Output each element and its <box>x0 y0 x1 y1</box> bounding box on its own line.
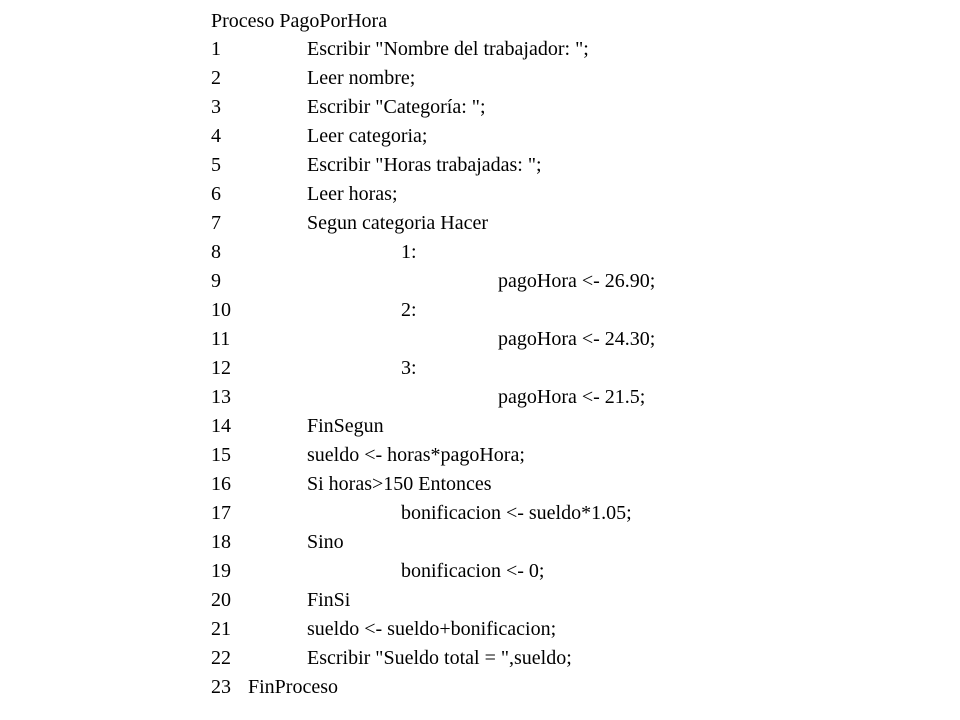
line-text: 2: <box>401 299 417 321</box>
line-text: Segun categoria Hacer <box>307 212 489 234</box>
line-text: FinProceso <box>248 676 338 698</box>
line-text: Escribir "Sueldo total = ",sueldo; <box>307 647 572 669</box>
line-number: 6 <box>211 183 221 205</box>
line-text: Escribir "Categoría: "; <box>307 96 486 118</box>
line-number: 21 <box>211 618 231 640</box>
process-header: Proceso PagoPorHora <box>211 10 388 32</box>
line-text: Escribir "Horas trabajadas: "; <box>307 154 542 176</box>
line-text: Sino <box>307 531 344 553</box>
line-text: FinSi <box>307 589 351 611</box>
line-text: Leer categoria; <box>307 125 428 147</box>
line-number: 8 <box>211 241 221 263</box>
line-text: pagoHora <- 24.30; <box>498 328 656 350</box>
line-number: 12 <box>211 357 231 379</box>
line-number: 22 <box>211 647 231 669</box>
line-number: 1 <box>211 38 221 60</box>
line-number: 3 <box>211 96 221 118</box>
line-number: 13 <box>211 386 231 408</box>
line-text: pagoHora <- 21.5; <box>498 386 646 408</box>
line-number: 9 <box>211 270 221 292</box>
line-text: bonificacion <- sueldo*1.05; <box>401 502 632 524</box>
line-text: Si horas>150 Entonces <box>307 473 492 495</box>
line-number: 20 <box>211 589 231 611</box>
line-number: 15 <box>211 444 231 466</box>
line-number: 2 <box>211 67 221 89</box>
line-number: 19 <box>211 560 231 582</box>
line-text: Leer nombre; <box>307 67 416 89</box>
line-text: FinSegun <box>307 415 384 437</box>
line-number: 23 <box>211 676 231 698</box>
line-number: 14 <box>211 415 231 437</box>
line-number: 5 <box>211 154 221 176</box>
line-text: 3: <box>401 357 417 379</box>
line-number: 17 <box>211 502 231 524</box>
line-number: 7 <box>211 212 221 234</box>
line-text: 1: <box>401 241 417 263</box>
line-text: pagoHora <- 26.90; <box>498 270 656 292</box>
line-text: sueldo <- horas*pagoHora; <box>307 444 525 466</box>
line-text: Escribir "Nombre del trabajador: "; <box>307 38 589 60</box>
line-number: 4 <box>211 125 221 147</box>
line-number: 18 <box>211 531 231 553</box>
line-text: sueldo <- sueldo+bonificacion; <box>307 618 557 640</box>
line-number: 11 <box>211 328 231 350</box>
line-number: 16 <box>211 473 231 495</box>
line-number: 10 <box>211 299 231 321</box>
line-text: Leer horas; <box>307 183 398 205</box>
line-text: bonificacion <- 0; <box>401 560 545 582</box>
